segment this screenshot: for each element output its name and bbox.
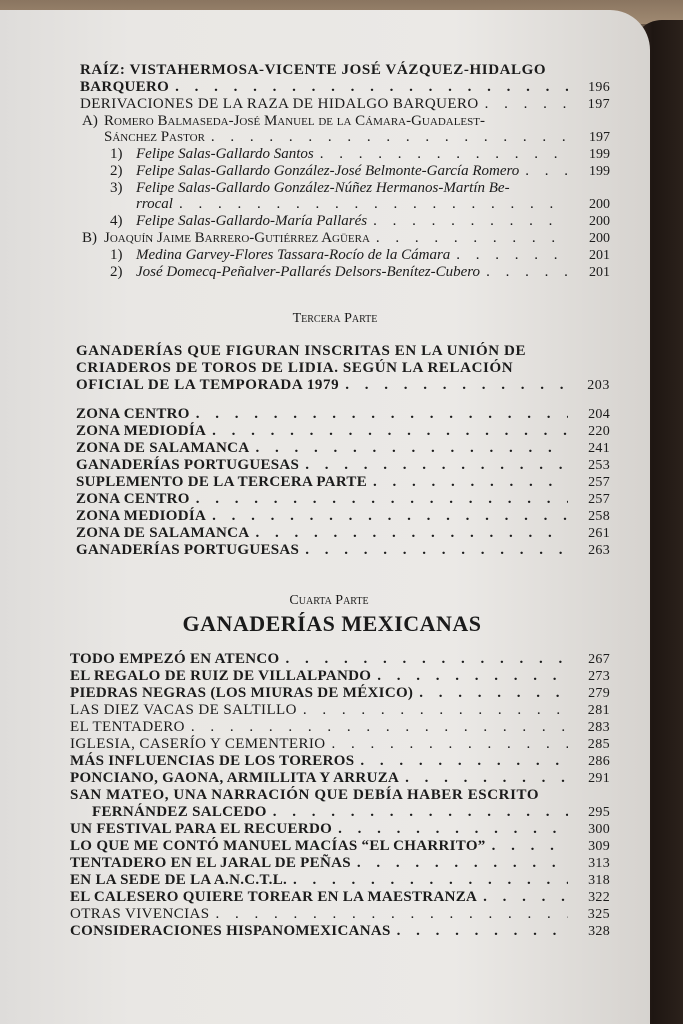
dot-leader: [376, 230, 568, 246]
toc-entry: 2) José Domecq-Peñalver-Pallarés Delsors-Benítez-Cubero . . . 201: [110, 264, 610, 281]
toc-entry: ZONA DE SALAMANCA . . . 261: [76, 525, 610, 542]
dot-leader: [525, 163, 568, 179]
page-number: 322: [588, 890, 610, 905]
part-title: GANADERÍAS MEXICANAS: [182, 611, 482, 636]
dot-leader: [485, 96, 568, 112]
toc-entry-line: 3) Felipe Salas-Gallardo González-Núñez Hermanos-Martín Be-: [110, 180, 510, 196]
toc-entry: DERIVACIONES DE LA RAZA DE HIDALGO BARQUERO . . . 197: [80, 96, 610, 113]
dot-leader: [357, 855, 568, 871]
dot-leader: [305, 542, 568, 558]
page-number: 199: [589, 164, 610, 179]
page-number: 241: [588, 441, 610, 456]
dot-leader: [486, 264, 568, 280]
page-number: 200: [589, 214, 610, 229]
dot-leader: [293, 872, 568, 888]
page-number: 325: [587, 907, 610, 922]
toc-entry-line: SAN MATEO, UNA NARRACIÓN QUE DEBÍA HABER ESCRITO: [70, 787, 540, 803]
toc-entry: TODO EMPEZÓ EN ATENCO . . . 267: [70, 651, 610, 668]
page-number: 267: [588, 652, 610, 667]
page-number: 258: [588, 509, 610, 524]
toc-entry: GANADERÍAS PORTUGUESAS . . . 253: [76, 457, 610, 474]
toc-entry: FERNÁNDEZ SALCEDO . . . 295: [92, 804, 610, 821]
page-number: 300: [588, 822, 610, 837]
toc-entry: GANADERÍAS PORTUGUESAS . . . 263: [76, 542, 610, 559]
page-number: 253: [588, 458, 610, 473]
toc-entry: OTRAS VIVENCIAS . . . 325: [70, 906, 610, 923]
dot-leader: [196, 491, 568, 507]
dot-leader: [303, 702, 568, 718]
dot-leader: [320, 146, 568, 162]
toc-entry: B) Joaquín Jaime Barrero-Gutiérrez Agüera . . . 200: [82, 230, 610, 247]
dot-leader: [212, 423, 568, 439]
page-number: 257: [588, 492, 610, 507]
toc-entry: ZONA MEDIODÍA . . . 258: [76, 508, 610, 525]
dot-leader: [405, 770, 568, 786]
toc-entry: ZONA CENTRO . . . 257: [76, 491, 610, 508]
dot-leader: [175, 79, 568, 95]
page-number: 199: [589, 147, 610, 162]
toc-entry: SUPLEMENTO DE LA TERCERA PARTE . . . 257: [76, 474, 610, 491]
page-number: 196: [588, 80, 610, 95]
toc-entry: 4) Felipe Salas-Gallardo-María Pallarés . . . 200: [110, 213, 610, 230]
toc-entry: CONSIDERACIONES HISPANOMEXICANAS . . . 328: [70, 923, 610, 940]
page-number: 197: [589, 130, 610, 145]
dot-leader: [255, 440, 568, 456]
dot-leader: [345, 377, 568, 394]
page-number: 328: [588, 924, 610, 939]
dot-leader: [331, 736, 568, 752]
toc-entry: TENTADERO EN EL JARAL DE PEÑAS . . . 313: [70, 855, 610, 872]
tercera-heading: GANADERÍAS QUE FIGURAN INSCRITAS EN LA UNIÓN DE CRIADEROS DE TOROS DE LIDIA. SEGÚN LA RELACIÓN OFICIAL DE LA TEMPORADA 1979 . . . 203: [76, 343, 610, 394]
page-number: 273: [588, 669, 610, 684]
page-number: 313: [588, 856, 610, 871]
page-number: 204: [588, 407, 610, 422]
dot-leader: [196, 406, 568, 422]
toc-entry: ZONA DE SALAMANCA . . . 241: [76, 440, 610, 457]
dot-leader: [483, 889, 568, 905]
toc-entry: ZONA MEDIODÍA . . . 220: [76, 423, 610, 440]
page-number: 318: [588, 873, 610, 888]
toc-entry: rrocal . . . 200: [136, 196, 610, 213]
page-number: 201: [589, 265, 610, 280]
page-number: 261: [588, 526, 610, 541]
dot-leader: [338, 821, 568, 837]
dot-leader: [255, 525, 568, 541]
dot-leader: [305, 457, 568, 473]
dot-leader: [456, 247, 568, 263]
page-number: 200: [589, 197, 610, 212]
page-number: 281: [587, 703, 610, 718]
toc-entry: ZONA CENTRO . . . 204: [76, 406, 610, 423]
toc-entry: 1) Felipe Salas-Gallardo Santos . . . 199: [110, 146, 610, 163]
toc-entry: EN LA SEDE DE LA A.N.C.T.L. . . . 318: [70, 872, 610, 889]
toc-entry: BARQUERO . . . 196: [80, 79, 610, 96]
page-number: 200: [589, 231, 610, 246]
toc-entry: 1) Medina Garvey-Flores Tassara-Rocío de la Cámara . . . 201: [110, 247, 610, 264]
page-number: 286: [588, 754, 610, 769]
dot-leader: [360, 753, 568, 769]
page-number: 283: [587, 720, 610, 735]
dot-leader: [419, 685, 568, 701]
page-number: 309: [588, 839, 610, 854]
toc-entry: Sánchez Pastor . . . 197: [104, 129, 610, 146]
toc-entry: UN FESTIVAL PARA EL RECUERDO . . . 300: [70, 821, 610, 838]
toc-entry: LO QUE ME CONTÓ MANUEL MACÍAS “EL CHARRITO” . . . 309: [70, 838, 610, 855]
toc-entry: 2) Felipe Salas-Gallardo González-José Belmonte-García Romero . . . 199: [110, 163, 610, 180]
dot-leader: [212, 508, 568, 524]
dot-leader: [373, 213, 568, 229]
page-number: 257: [588, 475, 610, 490]
toc-entry: EL REGALO DE RUIZ DE VILLALPANDO . . . 273: [70, 668, 610, 685]
toc-entry: MÁS INFLUENCIAS DE LOS TOREROS . . . 286: [70, 753, 610, 770]
cuarta-entries: [70, 651, 610, 940]
dot-leader: [492, 838, 568, 854]
page-number: 201: [589, 248, 610, 263]
part-label: Cuarta Parte: [289, 593, 369, 608]
page-number: 291: [588, 771, 610, 786]
part-label: Tercera Parte: [292, 311, 378, 326]
dot-leader: [211, 129, 568, 145]
toc-entry: PIEDRAS NEGRAS (LOS MIURAS DE MÉXICO) . . . 279: [70, 685, 610, 702]
dot-leader: [179, 196, 568, 212]
toc-entry: EL CALESERO QUIERE TOREAR EN LA MAESTRANZA . . . 322: [70, 889, 610, 906]
dot-leader: [191, 719, 568, 735]
page-number: 285: [587, 737, 610, 752]
dot-leader: [377, 668, 568, 684]
toc-entry: EL TENTADERO . . . 283: [70, 719, 610, 736]
page-number: 295: [588, 805, 610, 820]
toc-entry: PONCIANO, GAONA, ARMILLITA Y ARRUZA . . . 291: [70, 770, 610, 787]
page-number: 203: [587, 378, 610, 393]
toc-entry: LAS DIEZ VACAS DE SALTILLO . . . 281: [70, 702, 610, 719]
section-a-line1: A) Romero Balmaseda-José Manuel de la Cámara-Guadalest-: [82, 113, 485, 129]
dot-leader: [397, 923, 568, 939]
page-number: 279: [588, 686, 610, 701]
dot-leader: [286, 651, 568, 667]
raiz-heading: RAÍZ: VISTAHERMOSA-VICENTE JOSÉ VÁZQUEZ-HIDALGO: [80, 62, 547, 78]
table-of-contents: [70, 62, 610, 940]
dot-leader: [373, 474, 568, 490]
page-number: 263: [588, 543, 610, 558]
page-number: 197: [587, 97, 610, 112]
dot-leader: [273, 804, 568, 820]
page-number: 220: [588, 424, 610, 439]
dot-leader: [215, 906, 568, 922]
toc-entry: IGLESIA, CASERÍO Y CEMENTERIO . . . 285: [70, 736, 610, 753]
tercera-entries: [76, 406, 610, 559]
